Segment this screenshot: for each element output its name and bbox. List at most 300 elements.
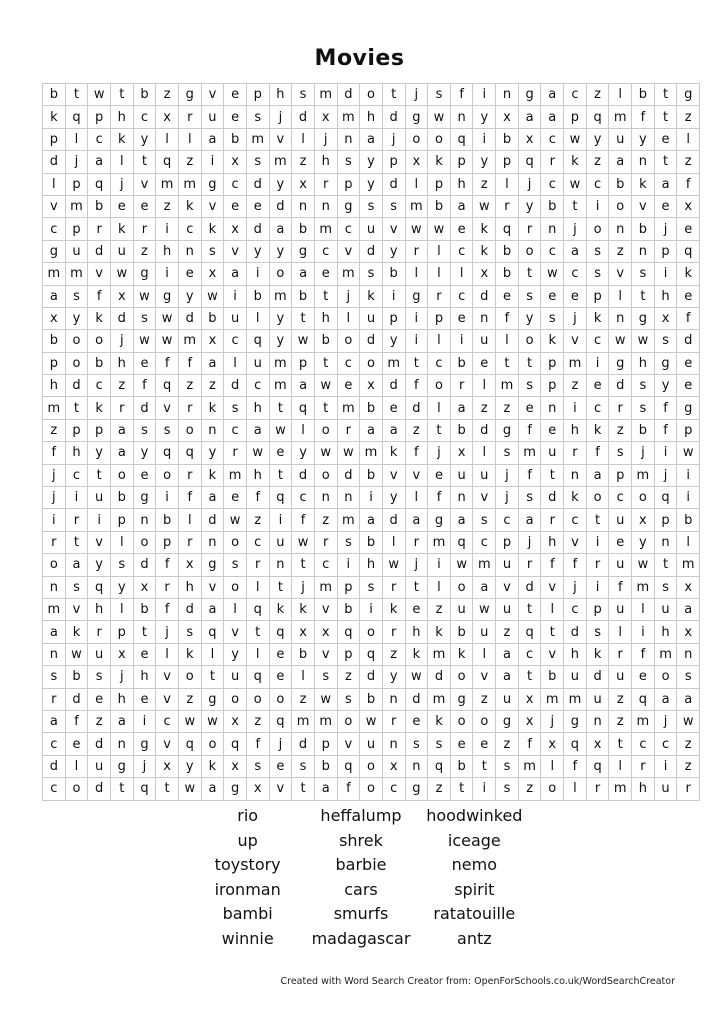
grid-cell: m	[564, 688, 587, 710]
grid-cell: e	[224, 487, 247, 509]
grid-cell: t	[654, 151, 677, 173]
grid-cell: r	[405, 531, 428, 553]
grid-cell: o	[224, 531, 247, 553]
grid-cell: d	[224, 375, 247, 397]
grid-cell: d	[405, 397, 428, 419]
grid-cell: d	[43, 151, 66, 173]
grid-cell: o	[360, 755, 383, 777]
grid-cell: s	[518, 375, 541, 397]
grid-cell: w	[88, 84, 111, 106]
grid-row	[43, 84, 700, 106]
grid-cell: x	[677, 195, 700, 217]
grid-cell: x	[450, 442, 473, 464]
grid-cell: x	[473, 263, 496, 285]
grid-cell: d	[65, 688, 88, 710]
grid-cell: e	[133, 195, 156, 217]
grid-cell: d	[360, 240, 383, 262]
grid-cell: p	[677, 419, 700, 441]
grid-row	[43, 442, 700, 464]
grid-cell: f	[518, 464, 541, 486]
grid-cell: s	[518, 285, 541, 307]
grid-cell: f	[178, 487, 201, 509]
grid-cell: y	[269, 307, 292, 329]
grid-cell: o	[473, 710, 496, 732]
grid-cell: u	[450, 598, 473, 620]
grid-cell: s	[292, 755, 315, 777]
grid-cell: c	[292, 487, 315, 509]
grid-cell: s	[632, 375, 655, 397]
grid-cell: x	[110, 643, 133, 665]
grid-cell: k	[428, 710, 451, 732]
grid-cell: c	[382, 778, 405, 800]
grid-cell: v	[473, 487, 496, 509]
grid-cell: b	[88, 352, 111, 374]
grid-cell: w	[405, 666, 428, 688]
grid-cell: t	[110, 778, 133, 800]
grid-row	[43, 285, 700, 307]
grid-cell: a	[473, 576, 496, 598]
grid-cell: i	[224, 285, 247, 307]
grid-cell: g	[201, 688, 224, 710]
grid-cell: o	[224, 688, 247, 710]
grid-cell: e	[473, 733, 496, 755]
grid-cell: t	[654, 84, 677, 106]
grid-cell: i	[133, 710, 156, 732]
grid-cell: d	[473, 419, 496, 441]
grid-cell: m	[156, 173, 179, 195]
word-list-item: toystory	[214, 855, 281, 874]
grid-cell: a	[201, 128, 224, 150]
grid-cell: c	[65, 464, 88, 486]
grid-cell: o	[609, 195, 632, 217]
grid-cell: p	[382, 151, 405, 173]
grid-cell: q	[496, 218, 519, 240]
grid-cell: b	[292, 643, 315, 665]
grid-cell: q	[677, 240, 700, 262]
grid-cell: q	[564, 733, 587, 755]
grid-cell: z	[110, 375, 133, 397]
grid-cell: z	[609, 419, 632, 441]
grid-cell: n	[314, 195, 337, 217]
grid-cell: u	[269, 531, 292, 553]
grid-cell: l	[292, 419, 315, 441]
grid-cell: b	[337, 598, 360, 620]
grid-cell: j	[110, 330, 133, 352]
grid-cell: c	[518, 643, 541, 665]
grid-cell: c	[564, 509, 587, 531]
grid-cell: n	[541, 218, 564, 240]
grid-cell: t	[405, 576, 428, 598]
grid-cell: j	[405, 554, 428, 576]
grid-cell: a	[450, 397, 473, 419]
grid-cell: c	[314, 554, 337, 576]
grid-cell: p	[496, 151, 519, 173]
grid-cell: z	[677, 151, 700, 173]
grid-cell: p	[43, 128, 66, 150]
grid-cell: m	[314, 218, 337, 240]
grid-cell: u	[496, 688, 519, 710]
grid-cell: r	[246, 554, 269, 576]
grid-cell: d	[337, 464, 360, 486]
grid-cell: g	[518, 84, 541, 106]
grid-cell: q	[586, 755, 609, 777]
grid-cell: m	[405, 195, 428, 217]
grid-cell: v	[65, 598, 88, 620]
grid-cell: s	[201, 240, 224, 262]
grid-cell: a	[246, 419, 269, 441]
grid-row	[43, 240, 700, 262]
grid-cell: f	[586, 442, 609, 464]
grid-cell: d	[292, 733, 315, 755]
grid-cell: p	[65, 419, 88, 441]
grid-cell: y	[269, 240, 292, 262]
grid-cell: q	[201, 621, 224, 643]
grid-cell: v	[564, 330, 587, 352]
grid-cell: d	[133, 554, 156, 576]
grid-cell: r	[518, 218, 541, 240]
grid-cell: x	[518, 128, 541, 150]
grid-cell: o	[586, 218, 609, 240]
grid-cell: r	[178, 531, 201, 553]
grid-cell: e	[405, 598, 428, 620]
grid-cell: n	[292, 195, 315, 217]
grid-cell: w	[156, 307, 179, 329]
grid-row	[43, 509, 700, 531]
grid-cell: y	[133, 128, 156, 150]
grid-cell: e	[133, 643, 156, 665]
grid-cell: e	[609, 531, 632, 553]
grid-cell: r	[178, 397, 201, 419]
grid-cell: b	[110, 487, 133, 509]
grid-cell: x	[110, 285, 133, 307]
grid-cell: q	[65, 106, 88, 128]
grid-cell: i	[88, 509, 111, 531]
grid-cell: z	[677, 733, 700, 755]
grid-cell: i	[269, 509, 292, 531]
grid-cell: k	[428, 621, 451, 643]
grid-cell: n	[677, 643, 700, 665]
grid-cell: z	[609, 710, 632, 732]
grid-cell: l	[224, 352, 247, 374]
grid-cell: l	[428, 263, 451, 285]
grid-cell: z	[246, 710, 269, 732]
grid-cell: t	[269, 397, 292, 419]
grid-cell: h	[632, 778, 655, 800]
grid-cell: c	[337, 218, 360, 240]
grid-cell: w	[65, 643, 88, 665]
grid-cell: h	[110, 106, 133, 128]
grid-cell: d	[43, 755, 66, 777]
grid-cell: b	[450, 621, 473, 643]
grid-cell: y	[382, 666, 405, 688]
grid-cell: g	[178, 84, 201, 106]
grid-cell: g	[677, 397, 700, 419]
grid-cell: q	[178, 733, 201, 755]
grid-cell: f	[654, 419, 677, 441]
grid-cell: u	[360, 307, 383, 329]
grid-cell: r	[382, 710, 405, 732]
grid-cell: v	[337, 240, 360, 262]
grid-cell: z	[473, 397, 496, 419]
grid-cell: j	[541, 710, 564, 732]
grid-cell: h	[564, 419, 587, 441]
grid-cell: d	[586, 666, 609, 688]
grid-cell: m	[337, 263, 360, 285]
grid-cell: x	[292, 173, 315, 195]
grid-cell: t	[473, 755, 496, 777]
grid-cell: x	[518, 710, 541, 732]
grid-cell: a	[609, 151, 632, 173]
grid-cell: w	[201, 710, 224, 732]
grid-cell: l	[337, 307, 360, 329]
grid-cell: m	[518, 755, 541, 777]
grid-cell: t	[654, 106, 677, 128]
word-list-item: shrek	[339, 830, 383, 850]
grid-cell: a	[677, 688, 700, 710]
grid-cell: m	[609, 778, 632, 800]
grid-cell: y	[201, 442, 224, 464]
grid-cell: r	[382, 621, 405, 643]
grid-cell: y	[382, 330, 405, 352]
grid-cell: o	[88, 330, 111, 352]
grid-cell: n	[43, 576, 66, 598]
grid-cell: g	[496, 419, 519, 441]
grid-cell: k	[382, 598, 405, 620]
grid-cell: o	[360, 621, 383, 643]
grid-cell: e	[496, 285, 519, 307]
grid-cell: r	[586, 554, 609, 576]
grid-row	[43, 397, 700, 419]
grid-cell: v	[382, 464, 405, 486]
grid-cell: z	[292, 151, 315, 173]
grid-cell: l	[405, 487, 428, 509]
grid-cell: o	[518, 330, 541, 352]
grid-cell: u	[450, 464, 473, 486]
grid-cell: u	[224, 666, 247, 688]
grid-cell: t	[405, 352, 428, 374]
grid-cell: i	[677, 487, 700, 509]
grid-cell: x	[632, 509, 655, 531]
grid-cell: q	[360, 643, 383, 665]
grid-cell: l	[450, 263, 473, 285]
grid-cell: v	[224, 240, 247, 262]
grid-cell: m	[314, 710, 337, 732]
grid-cell: b	[450, 352, 473, 374]
grid-cell: w	[632, 330, 655, 352]
grid-cell: d	[360, 330, 383, 352]
grid-cell: v	[224, 621, 247, 643]
grid-cell: e	[133, 352, 156, 374]
word-list-item: antz	[457, 928, 492, 948]
grid-cell: b	[450, 419, 473, 441]
grid-cell: s	[314, 666, 337, 688]
grid-cell: r	[632, 755, 655, 777]
grid-cell: r	[541, 151, 564, 173]
grid-cell: t	[156, 778, 179, 800]
grid-cell: a	[541, 84, 564, 106]
grid-cell: w	[314, 442, 337, 464]
grid-cell: t	[65, 397, 88, 419]
grid-cell: n	[405, 755, 428, 777]
grid-cell: c	[541, 240, 564, 262]
grid-cell: f	[564, 554, 587, 576]
grid-cell: i	[43, 509, 66, 531]
grid-cell: a	[201, 598, 224, 620]
grid-cell: r	[609, 397, 632, 419]
grid-cell: h	[632, 352, 655, 374]
grid-cell: m	[541, 688, 564, 710]
grid-cell: w	[156, 330, 179, 352]
grid-cell: k	[450, 643, 473, 665]
grid-cell: m	[428, 688, 451, 710]
grid-cell: n	[654, 531, 677, 553]
grid-cell: k	[269, 598, 292, 620]
grid-cell: j	[382, 128, 405, 150]
grid-cell: r	[88, 621, 111, 643]
grid-cell: e	[133, 688, 156, 710]
grid-cell: k	[201, 218, 224, 240]
grid-row	[43, 151, 700, 173]
grid-cell: q	[428, 755, 451, 777]
grid-cell: k	[88, 397, 111, 419]
grid-cell: u	[201, 106, 224, 128]
grid-cell: h	[450, 173, 473, 195]
grid-cell: l	[110, 531, 133, 553]
grid-cell: x	[541, 733, 564, 755]
grid-row	[43, 330, 700, 352]
grid-cell: w	[541, 263, 564, 285]
grid-row	[43, 778, 700, 800]
grid-cell: o	[65, 778, 88, 800]
grid-cell: s	[246, 106, 269, 128]
grid-cell: s	[586, 240, 609, 262]
grid-cell: j	[564, 218, 587, 240]
grid-cell: l	[609, 755, 632, 777]
grid-cell: g	[133, 263, 156, 285]
grid-cell: a	[314, 778, 337, 800]
grid-cell: b	[541, 666, 564, 688]
grid-cell: d	[473, 285, 496, 307]
grid-cell: l	[632, 598, 655, 620]
grid-cell: b	[677, 509, 700, 531]
grid-cell: x	[178, 554, 201, 576]
word-list-item: hoodwinked	[426, 806, 523, 825]
grid-cell: h	[110, 688, 133, 710]
grid-cell: l	[496, 173, 519, 195]
grid-cell: p	[110, 509, 133, 531]
grid-cell: z	[609, 240, 632, 262]
grid-cell: y	[632, 531, 655, 553]
grid-cell: i	[65, 487, 88, 509]
grid-cell: y	[382, 487, 405, 509]
grid-row	[43, 307, 700, 329]
grid-cell: n	[541, 397, 564, 419]
grid-cell: f	[246, 733, 269, 755]
grid-cell: j	[292, 576, 315, 598]
grid-cell: q	[450, 531, 473, 553]
grid-cell: x	[224, 710, 247, 732]
grid-cell: s	[360, 263, 383, 285]
grid-cell: q	[450, 128, 473, 150]
grid-cell: u	[609, 554, 632, 576]
grid-cell: k	[382, 442, 405, 464]
grid-cell: l	[609, 285, 632, 307]
grid-cell: h	[178, 576, 201, 598]
grid-cell: z	[518, 778, 541, 800]
grid-cell: f	[564, 755, 587, 777]
grid-cell: k	[564, 487, 587, 509]
grid-cell: c	[428, 352, 451, 374]
word-list	[191, 806, 531, 948]
grid-cell: c	[473, 531, 496, 553]
word-search-grid	[42, 83, 700, 801]
grid-cell: g	[405, 778, 428, 800]
grid-cell: d	[88, 733, 111, 755]
grid-cell: o	[156, 464, 179, 486]
grid-cell: k	[43, 106, 66, 128]
grid-cell: y	[473, 106, 496, 128]
grid-cell: x	[586, 733, 609, 755]
grid-cell: x	[405, 151, 428, 173]
grid-cell: d	[428, 666, 451, 688]
grid-cell: w	[450, 554, 473, 576]
grid-cell: e	[382, 397, 405, 419]
grid-cell: a	[224, 263, 247, 285]
grid-cell: o	[314, 419, 337, 441]
grid-cell: p	[450, 151, 473, 173]
grid-cell: r	[110, 397, 133, 419]
grid-cell: p	[654, 240, 677, 262]
footer-credit: Created with Word Search Creator from: OpenForSchools.co.uk/WordSearchCreator	[280, 976, 675, 987]
grid-cell: w	[677, 442, 700, 464]
grid-cell: l	[405, 173, 428, 195]
grid-cell: a	[450, 195, 473, 217]
grid-cell: e	[428, 464, 451, 486]
grid-cell: p	[586, 598, 609, 620]
grid-cell: i	[473, 778, 496, 800]
grid-cell: s	[246, 755, 269, 777]
grid-cell: i	[156, 487, 179, 509]
grid-cell: e	[677, 218, 700, 240]
grid-cell: z	[178, 375, 201, 397]
grid-cell: v	[337, 733, 360, 755]
grid-cell: u	[609, 509, 632, 531]
grid-cell: a	[43, 621, 66, 643]
grid-cell: p	[586, 285, 609, 307]
grid-cell: d	[246, 218, 269, 240]
grid-cell: k	[201, 397, 224, 419]
grid-cell: b	[314, 330, 337, 352]
grid-cell: k	[541, 330, 564, 352]
grid-cell: a	[360, 128, 383, 150]
grid-cell: l	[156, 643, 179, 665]
grid-cell: s	[133, 419, 156, 441]
grid-cell: d	[201, 509, 224, 531]
grid-cell: p	[541, 352, 564, 374]
grid-cell: g	[677, 84, 700, 106]
grid-cell: x	[382, 755, 405, 777]
grid-cell: e	[337, 375, 360, 397]
grid-cell: e	[224, 84, 247, 106]
grid-cell: r	[405, 240, 428, 262]
grid-cell: m	[496, 375, 519, 397]
grid-cell: z	[178, 151, 201, 173]
grid-cell: h	[246, 464, 269, 486]
grid-cell: g	[110, 755, 133, 777]
grid-cell: f	[88, 285, 111, 307]
grid-cell: f	[496, 307, 519, 329]
grid-cell: l	[473, 442, 496, 464]
